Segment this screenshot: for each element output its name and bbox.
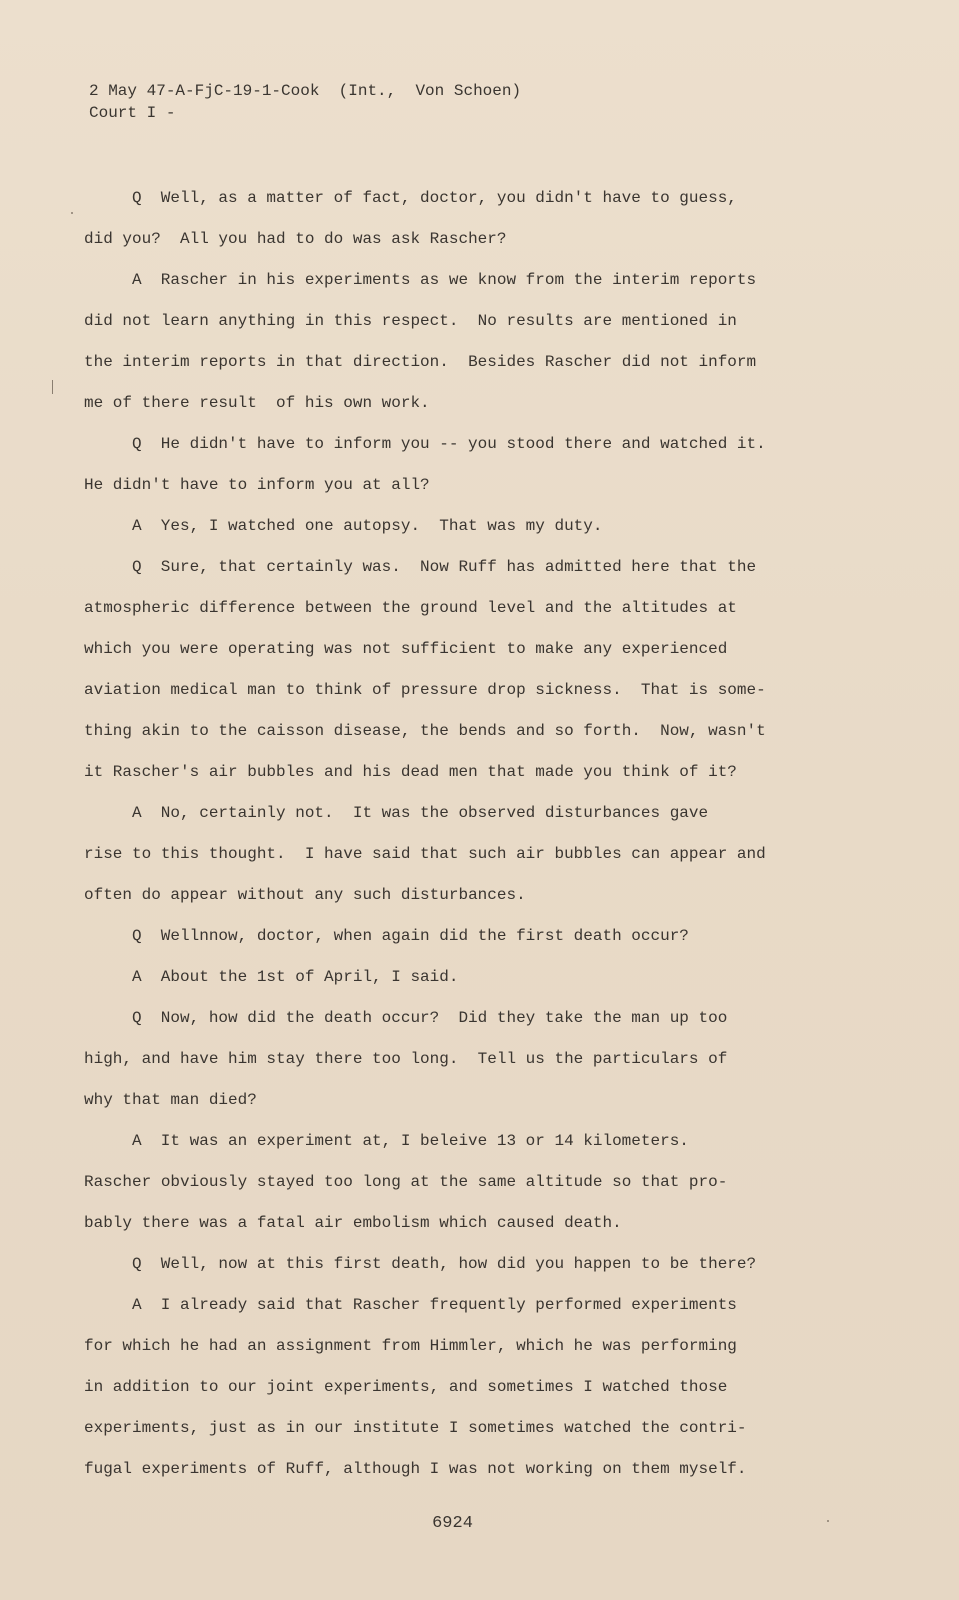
transcript-line: fugal experiments of Ruff, although I was not working on them myself. — [84, 1460, 747, 1478]
transcript-line: bably there was a fatal air embolism which caused death. — [84, 1214, 622, 1232]
paper-speck — [827, 1520, 829, 1522]
header — [89, 80, 521, 124]
header-line-1: 2 May 47-A-FjC-19-1-Cook (Int., Von Schoen) — [89, 82, 522, 100]
transcript-line: rise to this thought. I have said that such air bubbles can appear and — [84, 845, 766, 863]
transcript-line: for which he had an assignment from Himmler, which he was performing — [84, 1337, 737, 1355]
transcript-line: A Rascher in his experiments as we know from the interim reports — [132, 271, 757, 289]
transcript-line: often do appear without any such disturbances. — [84, 886, 526, 904]
transcript-line: thing akin to the caisson disease, the bends and so forth. Now, wasn't — [84, 722, 766, 740]
transcript-line: it Rascher's air bubbles and his dead men that made you think of it? — [84, 763, 737, 781]
transcript-line: Q Well, as a matter of fact, doctor, you didn't have to guess, — [132, 189, 737, 207]
transcript-line: the interim reports in that direction. Besides Rascher did not inform — [84, 353, 757, 371]
transcript-line: A Yes, I watched one autopsy. That was my duty. — [132, 517, 603, 535]
transcript-line: why that man died? — [84, 1091, 257, 1109]
header-line-2: Court I - — [89, 104, 176, 122]
page-number: 6924 — [432, 1514, 473, 1533]
transcript-line: A I already said that Rascher frequently performed experiments — [132, 1296, 737, 1314]
transcript-line: atmospheric difference between the ground level and the altitudes at — [84, 599, 737, 617]
transcript-line: He didn't have to inform you at all? — [84, 476, 430, 494]
transcript-line: A It was an experiment at, I beleive 13 or 14 kilometers. — [132, 1132, 689, 1150]
paper-speck — [71, 212, 73, 214]
transcript-line: Q Sure, that certainly was. Now Ruff has admitted here that the — [132, 558, 757, 576]
transcript-line: Q Now, how did the death occur? Did they take the man up too — [132, 1009, 728, 1027]
transcript-line: Q Well, now at this first death, how did you happen to be there? — [132, 1255, 757, 1273]
transcript-line: did you? All you had to do was ask Rascher? — [84, 230, 507, 248]
transcript-line: which you were operating was not sufficient to make any experienced — [84, 640, 728, 658]
transcript-line: Q He didn't have to inform you -- you stood there and watched it. — [132, 435, 766, 453]
transcript-line: me of there result of his own work. — [84, 394, 430, 412]
transcript-line: A No, certainly not. It was the observed disturbances gave — [132, 804, 709, 822]
transcript-line: A About the 1st of April, I said. — [132, 968, 459, 986]
transcript-body — [84, 178, 824, 1490]
transcript-line: did not learn anything in this respect. No results are mentioned in — [84, 312, 737, 330]
transcript-line: Rascher obviously stayed too long at the same altitude so that pro- — [84, 1173, 728, 1191]
transcript-line: experiments, just as in our institute I sometimes watched the contri- — [84, 1419, 747, 1437]
transcript-line: high, and have him stay there too long. Tell us the particulars of — [84, 1050, 728, 1068]
transcript-line: Q Wellnnow, doctor, when again did the first death occur? — [132, 927, 689, 945]
paper-speck — [52, 380, 53, 394]
transcript-line: aviation medical man to think of pressure drop sickness. That is some- — [84, 681, 766, 699]
transcript-line: in addition to our joint experiments, and sometimes I watched those — [84, 1378, 728, 1396]
